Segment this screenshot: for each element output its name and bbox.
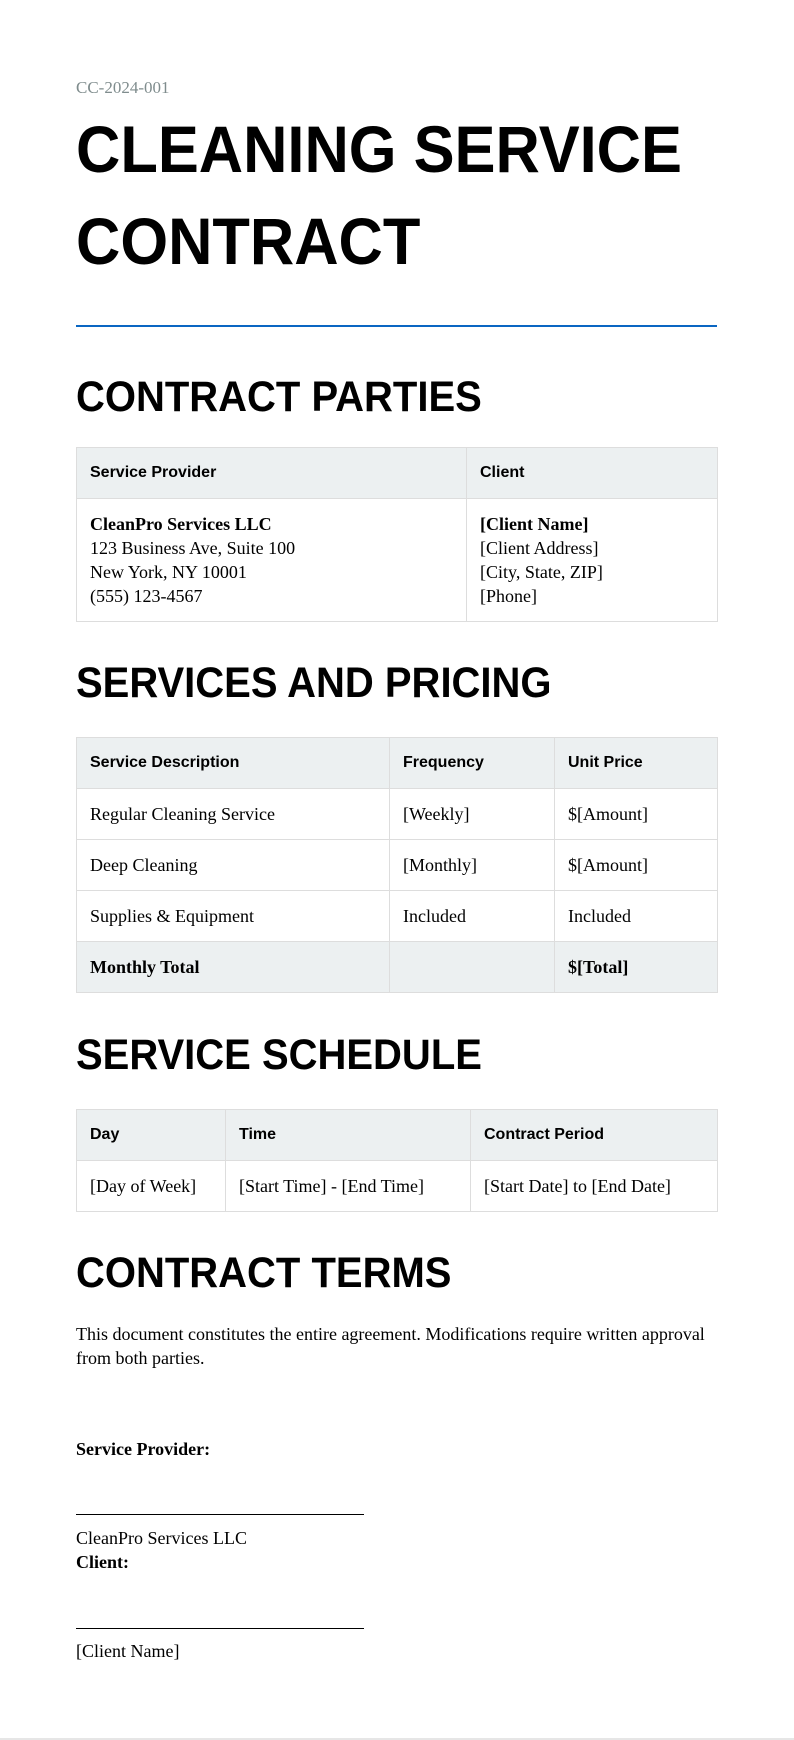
header-service-description: Service Description bbox=[77, 738, 390, 789]
provider-phone: (555) 123-4567 bbox=[90, 586, 203, 606]
schedule-day: [Day of Week] bbox=[77, 1161, 226, 1212]
table-row bbox=[77, 840, 718, 891]
provider-signature-name: CleanPro Services LLC bbox=[76, 1528, 247, 1548]
table-row bbox=[77, 1161, 718, 1212]
provider-name: CleanPro Services LLC bbox=[90, 514, 272, 534]
service-frequency: [Monthly] bbox=[390, 840, 555, 891]
header-unit-price: Unit Price bbox=[555, 738, 718, 789]
table-header-row bbox=[77, 738, 718, 789]
client-name: [Client Name] bbox=[480, 514, 589, 534]
client-signature-name: [Client Name] bbox=[76, 1641, 180, 1661]
table-row bbox=[77, 891, 718, 942]
client-cell bbox=[467, 499, 718, 622]
title-line-2: CONTRACT bbox=[76, 204, 421, 278]
service-description: Deep Cleaning bbox=[77, 840, 390, 891]
client-signature-line[interactable] bbox=[76, 1628, 364, 1629]
header-client: Client bbox=[467, 448, 718, 499]
client-phone: [Phone] bbox=[480, 586, 537, 606]
document-number: CC-2024-001 bbox=[76, 78, 170, 97]
service-frequency: Included bbox=[390, 891, 555, 942]
services-table bbox=[76, 737, 718, 993]
schedule-table bbox=[76, 1109, 718, 1212]
schedule-period: [Start Date] to [End Date] bbox=[471, 1161, 718, 1212]
terms-paragraph: This document constitutes the entire agreement. Modifications require written approval from both parties. bbox=[76, 1324, 705, 1368]
table-row bbox=[77, 789, 718, 840]
service-frequency: [Weekly] bbox=[390, 789, 555, 840]
section-heading-terms: CONTRACT TERMS bbox=[76, 1249, 452, 1297]
total-label: Monthly Total bbox=[77, 942, 390, 993]
title-divider bbox=[76, 325, 717, 327]
title-line-1: CLEANING SERVICE bbox=[76, 112, 682, 186]
service-price: $[Amount] bbox=[555, 789, 718, 840]
parties-table bbox=[76, 447, 718, 622]
service-description: Supplies & Equipment bbox=[77, 891, 390, 942]
table-header-row bbox=[77, 448, 718, 499]
schedule-time: [Start Time] - [End Time] bbox=[226, 1161, 471, 1212]
client-city: [City, State, ZIP] bbox=[480, 562, 603, 582]
total-frequency bbox=[390, 942, 555, 993]
provider-cell bbox=[77, 499, 467, 622]
provider-signature-line[interactable] bbox=[76, 1514, 364, 1515]
header-frequency: Frequency bbox=[390, 738, 555, 789]
client-signature-label: Client: bbox=[76, 1552, 129, 1572]
header-service-provider: Service Provider bbox=[77, 448, 467, 499]
section-heading-services: SERVICES AND PRICING bbox=[76, 659, 552, 707]
header-day: Day bbox=[77, 1110, 226, 1161]
section-heading-parties: CONTRACT PARTIES bbox=[76, 373, 482, 421]
document-title bbox=[76, 103, 682, 287]
section-heading-schedule: SERVICE SCHEDULE bbox=[76, 1031, 482, 1079]
provider-address: 123 Business Ave, Suite 100 bbox=[90, 538, 296, 558]
total-price: $[Total] bbox=[555, 942, 718, 993]
client-address: [Client Address] bbox=[480, 538, 599, 558]
service-price: Included bbox=[555, 891, 718, 942]
table-row bbox=[77, 499, 718, 622]
provider-signature-label: Service Provider: bbox=[76, 1439, 211, 1459]
header-time: Time bbox=[226, 1110, 471, 1161]
header-contract-period: Contract Period bbox=[471, 1110, 718, 1161]
table-header-row bbox=[77, 1110, 718, 1161]
service-price: $[Amount] bbox=[555, 840, 718, 891]
total-row bbox=[77, 942, 718, 993]
provider-city: New York, NY 10001 bbox=[90, 562, 247, 582]
service-description: Regular Cleaning Service bbox=[77, 789, 390, 840]
